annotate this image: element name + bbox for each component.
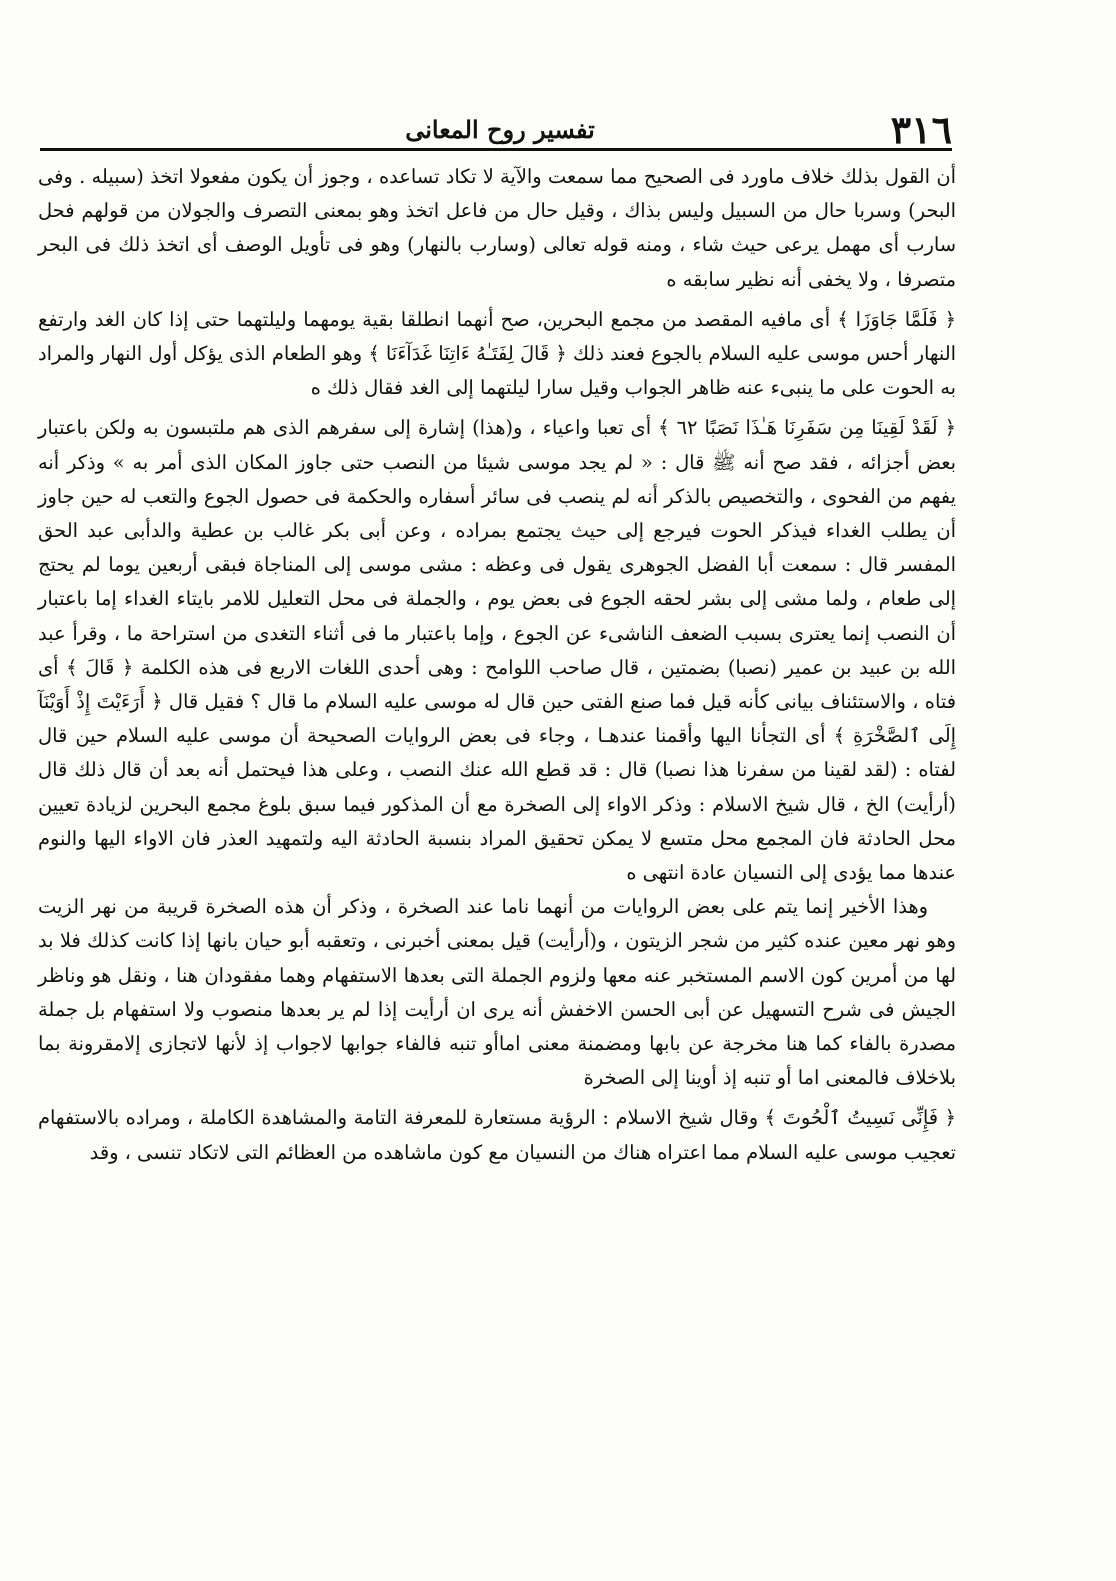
page-header <box>40 108 960 152</box>
paragraph-4: وهذا الأخير إنما يتم على بعض الروايات من أنهما ناما عند الصخرة ، وذكر أن هذه الصخرة قريبة من نهر الزيت وهو نهر معين عنده كثير من شجر الزيتون ، و(أرأيت) قيل بمعنى أخبرنى ، وتعقبه أبو حيان بانها إذا كانت كذلك فلا بد لها من أمرين كون الاسم المستخبر عنه معها ولزوم الجملة التى بعدها الاستفهام وهما مفقودان هنا ، ونقل هو وناظر الجيش فى شرح التسهيل عن أبى الحسن الاخفش أنه يرى ان أرأيت إذا لم ير بعدها منصوب ولا استفهام بل جملة مصدرة بالفاء كما هنا مخرجة عن بابها ومضمنة معنى اماأو تنبه فالفاء جوابها لاجواب إذ لأنها لاتجازى إلامقرونة بما بلاخلاف فالمعنى اما أو تنبه إذ أوينا إلى الصخرة <box>38 895 956 1090</box>
header-rule <box>40 148 952 151</box>
page-number: ٣١٦ <box>890 107 952 152</box>
paragraph-1: أن القول بذلك خلاف ماورد فى الصحيح مما سمعت والآية لا تكاد تساعده ، وجوز أن يكون مفعولا اتخذ (سبيله . وفى البحر) وسربا حال من السبيل وليس بذاك ، وقيل حال من فاعل اتخذ وهو بمعنى التصرف والجولان من قولهم فحل سارب أى مهمل يرعى حيث شاء ، ومنه قوله تعالى (وسارب بالنهار) وهو فى تأويل الوصف أى اتخذ ذلك فى البحر متصرفا ، ولا يخفى أنه نظير سابقه ه <box>38 165 956 291</box>
paragraph-5: ﴿ فَإِنِّى نَسِيتُ ٱلْحُوتَ ﴾ وقال شيخ الاسلام : الرؤية مستعارة للمعرفة التامة والمشاهدة الكاملة ، ومراده بالاستفهام تعجيب موسى عليه السلام مما اعتراه هناك من النسيان مع كون ماشاهده من العظائم التى لاتكاد تنسى ، وقد <box>38 1106 956 1164</box>
running-title: تفسير روح المعانى <box>405 115 595 144</box>
body-text <box>38 160 956 1170</box>
paragraph-2: ﴿ فَلَمَّا جَاوَزَا ﴾ أى مافيه المقصد من مجمع البحرين، صح أنهما انطلقا بقية يومهما وليلتهما حتى إذا كان الغد وارتفع النهار أحس موسى عليه السلام بالجوع فعند ذلك ﴿ قَالَ لِفَتَـٰهُ ءَاتِنَا غَدَآءَنَا ﴾ وهو الطعام الذى يؤكل أول النهار والمراد به الحوت على ما ينبىء عنه ظاهر الجواب وقيل سارا ليلتهما إلى الغد فقال ذلك ه <box>38 307 956 400</box>
paragraph-3: ﴿ لَقَدْ لَقِينَا مِن سَفَرِنَا هَـٰذَا نَصَبًا ٦٢ ﴾ أى تعبا واعياء ، و(هذا) إشارة إلى سفرهم الذى هم ملتبسون به ولكن باعتبار بعض أجزائه ، فقد صح أنه ﷺ قال : « لم يجد موسى شيئا من النصب حتى جاوز المكان الذى أمر به » وذكر أنه يفهم من الفحوى ، والتخصيص بالذكر أنه لم ينصب فى سائر أسفاره والحكمة فى حصول الجوع والتعب له حين جاوز أن يطلب الغداء فيذكر الحوت فيرجع إلى حيث يجتمع بمراده ، وعن أبى بكر غالب بن عطية والدأبى عبد الحق المفسر قال : سمعت أبا الفضل الجوهرى يقول فى وعظه : مشى موسى إلى المناجاة فبقى أربعين يوما لم يحتج إلى طعام ، ولما مشى إلى بشر لحقه الجوع فى بعض يوم ، والجملة فى محل التعليل للامر بايتاء الغداء إما باعتبار أن النصب إنما يعترى بسبب الضعف الناشىء عن الجوع ، وإما باعتبار ما فى أثناء التغدى من استراحة ما ، وقرأ عبد الله بن عبيد بن عمير (نصبا) بضمتين ، قال صاحب اللوامح : وهى أحدى اللغات الاربع فى هذه الكلمة ﴿ قَالَ ﴾ أى فتاه ، والاستئناف بيانى كأنه قيل فما صنع الفتى حين قال له موسى عليه السلام ما قال ؟ فقيل قال ﴿ أَرَءَيْتَ إِذْ أَوَيْنَآ إِلَى ٱلصَّخْرَةِ ﴾ أى التجأنا اليها وأقمنا عندهـا ، وجاء فى بعض الروايات الصحيحة أن موسى عليه السلام حين قال لفتاه : (لقد لقينا من سفرنا هذا نصبا) قال : قد قطع الله عنك النصب ، وعلى هذا فيحتمل أنه بعد أن قال ذلك قال (أرأيت) الخ ، قال شيخ الاسلام : وذكر الاواء إلى الصخرة مع أن المذكور فيما سبق بلوغ مجمع البحرين لزيادة تعيين محل الحادثة فان المجمع محل متسع لا يمكن تحقيق المراد بنسبة الحادثة اليه ولتمهيد العذر فان الاواء اليها والنوم عندها مما يؤدى إلى النسيان عادة انتهى ه <box>38 416 956 885</box>
